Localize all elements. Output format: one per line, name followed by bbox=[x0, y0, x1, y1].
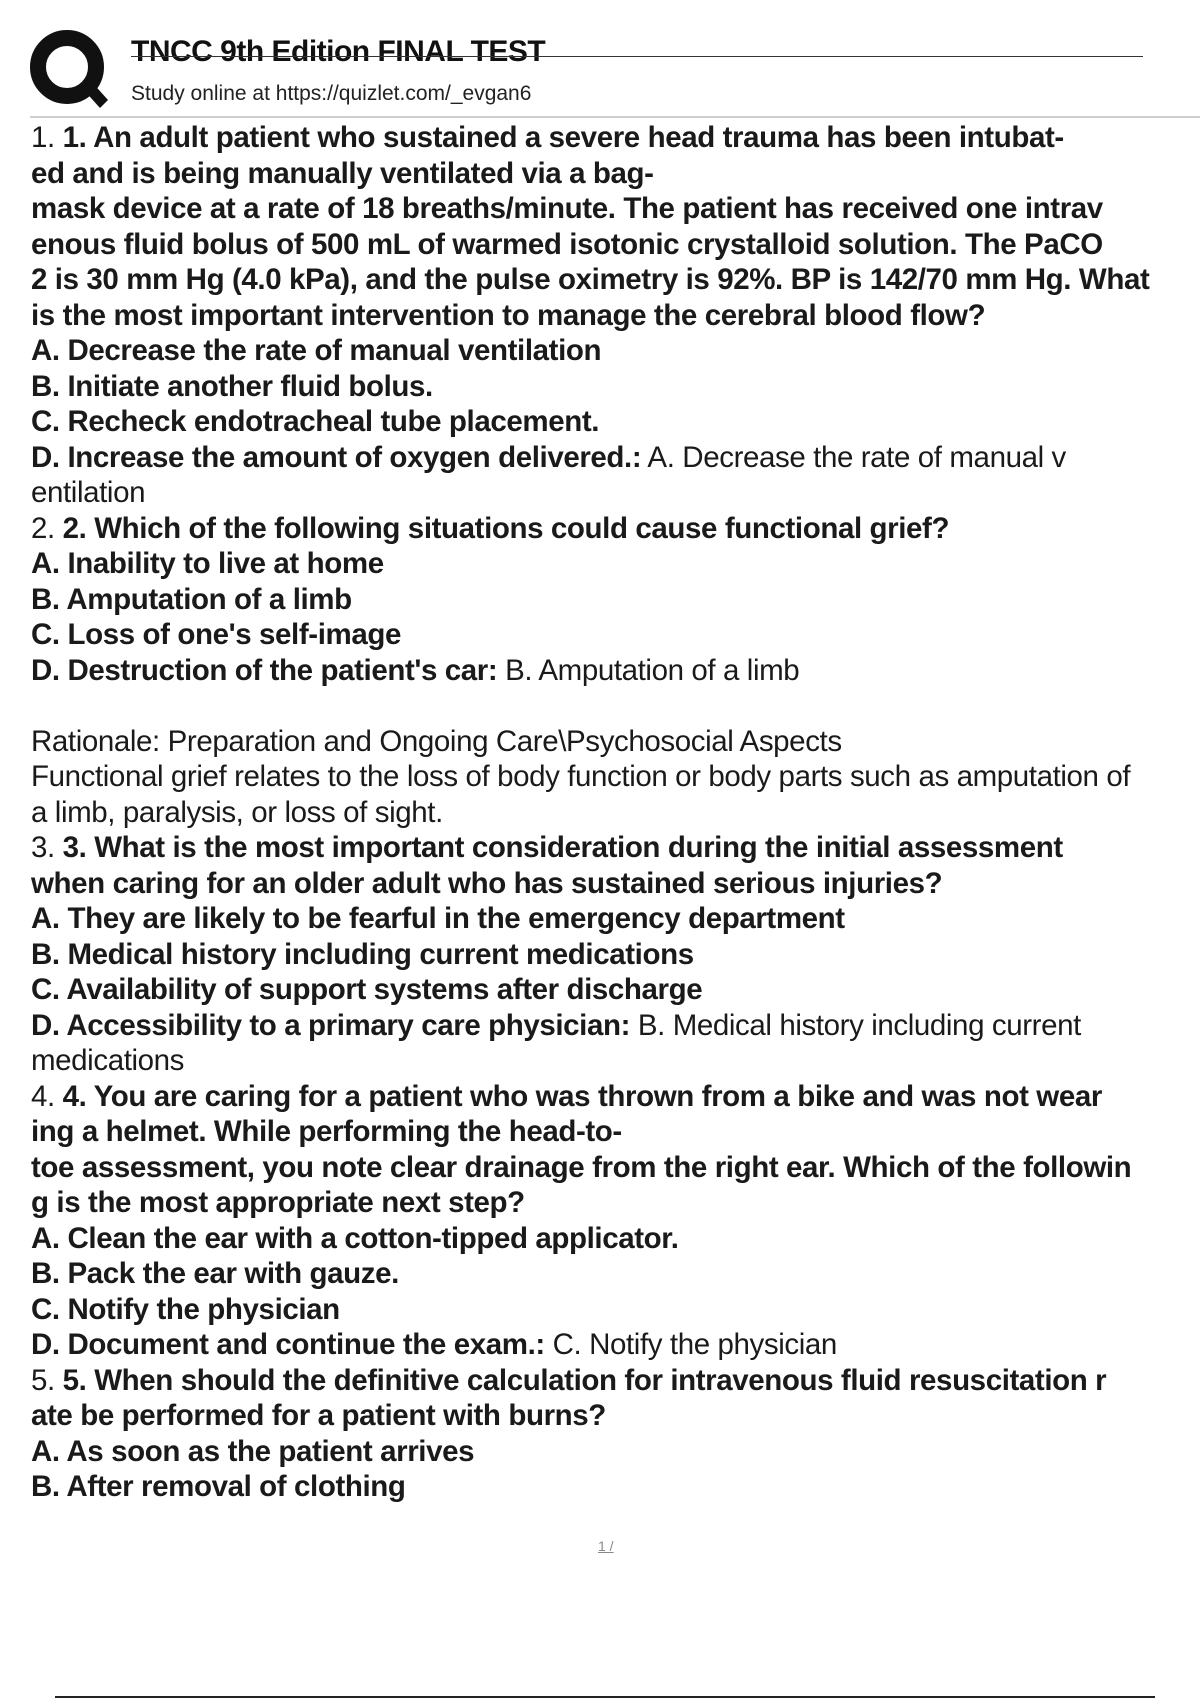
question-block bbox=[31, 1079, 1191, 1363]
question-text: D. Destruction of the patient's car: bbox=[31, 653, 498, 687]
question-line bbox=[31, 511, 1191, 547]
question-line bbox=[31, 724, 1191, 760]
question-line bbox=[31, 617, 1191, 653]
question-line bbox=[31, 440, 1191, 476]
question-text: D. Increase the amount of oxygen delivered.: bbox=[31, 440, 642, 474]
question-line bbox=[31, 1363, 1191, 1399]
question-text: D. Accessibility to a primary care physician: bbox=[31, 1008, 631, 1042]
question-text: B. Medical history including current medications bbox=[31, 937, 694, 971]
question-line bbox=[31, 120, 1191, 156]
question-line bbox=[31, 1434, 1191, 1470]
question-text: 2 is 30 mm Hg (4.0 kPa), and the pulse oximetry is 92%. BP is 142/70 mm Hg. What bbox=[31, 263, 1150, 296]
quizlet-logo-icon bbox=[30, 30, 112, 112]
question-line bbox=[31, 191, 1191, 227]
question-text: ing a helmet. While performing the head-to- bbox=[31, 1115, 622, 1148]
question-line bbox=[31, 972, 1191, 1008]
question-number: 1. bbox=[31, 121, 63, 154]
question-line bbox=[31, 1043, 1191, 1079]
question-number: 3. bbox=[31, 831, 63, 864]
question-line bbox=[31, 1292, 1191, 1328]
answer-text: B. Amputation of a limb bbox=[497, 653, 800, 687]
question-line bbox=[31, 795, 1191, 831]
question-text: 2. Which of the following situations could cause functional grief? bbox=[62, 511, 950, 545]
page-title: TNCC 9th Edition FINAL TEST bbox=[131, 35, 546, 68]
answer-text: a limb, paralysis, or loss of sight. bbox=[31, 795, 443, 829]
question-text: toe assessment, you note clear drainage from the right ear. Which of the followin bbox=[31, 1150, 1132, 1184]
question-line bbox=[31, 369, 1191, 405]
question-line bbox=[31, 759, 1191, 795]
question-line bbox=[31, 262, 1191, 298]
page-header bbox=[0, 0, 1200, 120]
question-line bbox=[31, 1327, 1191, 1363]
question-line bbox=[31, 1079, 1191, 1115]
question-line bbox=[31, 333, 1191, 369]
question-text: B. After removal of clothing bbox=[31, 1470, 406, 1503]
question-block bbox=[31, 120, 1191, 511]
question-text: C. Notify the physician bbox=[31, 1292, 340, 1326]
question-text: 3. What is the most important consideration during the initial assessment bbox=[62, 831, 1063, 864]
question-line bbox=[31, 475, 1191, 511]
question-line bbox=[31, 937, 1191, 973]
question-list bbox=[31, 120, 1191, 1505]
question-text: enous fluid bolus of 500 mL of warmed isotonic crystalloid solution. The PaCO bbox=[31, 227, 1103, 261]
question-number: 2. bbox=[31, 511, 63, 545]
question-text: B. Pack the ear with gauze. bbox=[31, 1257, 399, 1290]
question-text: A. They are likely to be fearful in the emergency department bbox=[31, 902, 845, 935]
question-line bbox=[31, 227, 1191, 263]
question-line bbox=[31, 156, 1191, 192]
question-line bbox=[31, 1256, 1191, 1292]
question-line bbox=[31, 901, 1191, 937]
question-block bbox=[31, 830, 1191, 1079]
question-text: B. Initiate another fluid bolus. bbox=[31, 369, 433, 403]
question-text: B. Amputation of a limb bbox=[31, 582, 352, 616]
question-text: C. Recheck endotracheal tube placement. bbox=[31, 405, 600, 438]
page-number: 1 / bbox=[598, 1538, 614, 1554]
question-line bbox=[31, 830, 1191, 866]
question-line bbox=[31, 1469, 1191, 1505]
answer-text: Rationale: Preparation and Ongoing Care\Psychosocial Aspects bbox=[31, 724, 842, 758]
question-line bbox=[31, 1114, 1191, 1150]
question-text: A. Clean the ear with a cotton-tipped applicator. bbox=[31, 1221, 679, 1255]
question-text: 4. You are caring for a patient who was thrown from a bike and was not wear bbox=[62, 1079, 1102, 1113]
question-text: when caring for an older adult who has sustained serious injuries? bbox=[31, 866, 943, 900]
question-line bbox=[31, 653, 1191, 689]
answer-text: A. Decrease the rate of manual v bbox=[641, 440, 1066, 474]
question-text: mask device at a rate of 18 breaths/minute. The patient has received one intrav bbox=[31, 192, 1103, 225]
question-line bbox=[31, 866, 1191, 902]
question-text: is the most important intervention to manage the cerebral blood flow? bbox=[31, 298, 986, 332]
question-text: ed and is being manually ventilated via a bag- bbox=[31, 156, 654, 190]
question-text: g is the most appropriate next step? bbox=[31, 1186, 525, 1219]
question-line bbox=[31, 298, 1191, 334]
answer-text: Functional grief relates to the loss of body function or body parts such as amputation of bbox=[31, 760, 1131, 793]
question-line bbox=[31, 1221, 1191, 1257]
question-text: C. Loss of one's self-image bbox=[31, 618, 401, 651]
question-text: A. Inability to live at home bbox=[31, 547, 384, 580]
study-link[interactable]: Study online at https://quizlet.com/_evgan6 bbox=[131, 82, 532, 105]
question-line bbox=[31, 1008, 1191, 1044]
answer-text: C. Notify the physician bbox=[544, 1328, 837, 1361]
question-text: 1. An adult patient who sustained a severe head trauma has been intubat- bbox=[62, 121, 1064, 154]
question-text: 5. When should the definitive calculation for intravenous fluid resuscitation r bbox=[62, 1363, 1107, 1397]
question-line bbox=[31, 546, 1191, 582]
title-divider bbox=[131, 56, 1143, 57]
answer-text: entilation bbox=[31, 476, 146, 509]
answer-text: medications bbox=[31, 1044, 185, 1077]
question-line bbox=[31, 1150, 1191, 1186]
question-block bbox=[31, 511, 1191, 831]
question-line bbox=[31, 582, 1191, 618]
header-divider bbox=[30, 116, 1200, 118]
question-text: A. Decrease the rate of manual ventilation bbox=[31, 334, 602, 367]
question-block bbox=[31, 1363, 1191, 1505]
question-number: 5. bbox=[31, 1363, 63, 1397]
question-line bbox=[31, 1185, 1191, 1221]
question-line bbox=[31, 404, 1191, 440]
footer-divider bbox=[55, 1696, 1155, 1698]
question-text: C. Availability of support systems after discharge bbox=[31, 973, 703, 1006]
answer-text: B. Medical history including current bbox=[630, 1008, 1081, 1042]
question-line bbox=[31, 1398, 1191, 1434]
blank-line bbox=[31, 688, 1191, 724]
question-text: A. As soon as the patient arrives bbox=[31, 1434, 475, 1468]
question-text: ate be performed for a patient with burns? bbox=[31, 1399, 606, 1432]
question-text: D. Document and continue the exam.: bbox=[31, 1328, 545, 1361]
question-number: 4. bbox=[31, 1079, 63, 1113]
